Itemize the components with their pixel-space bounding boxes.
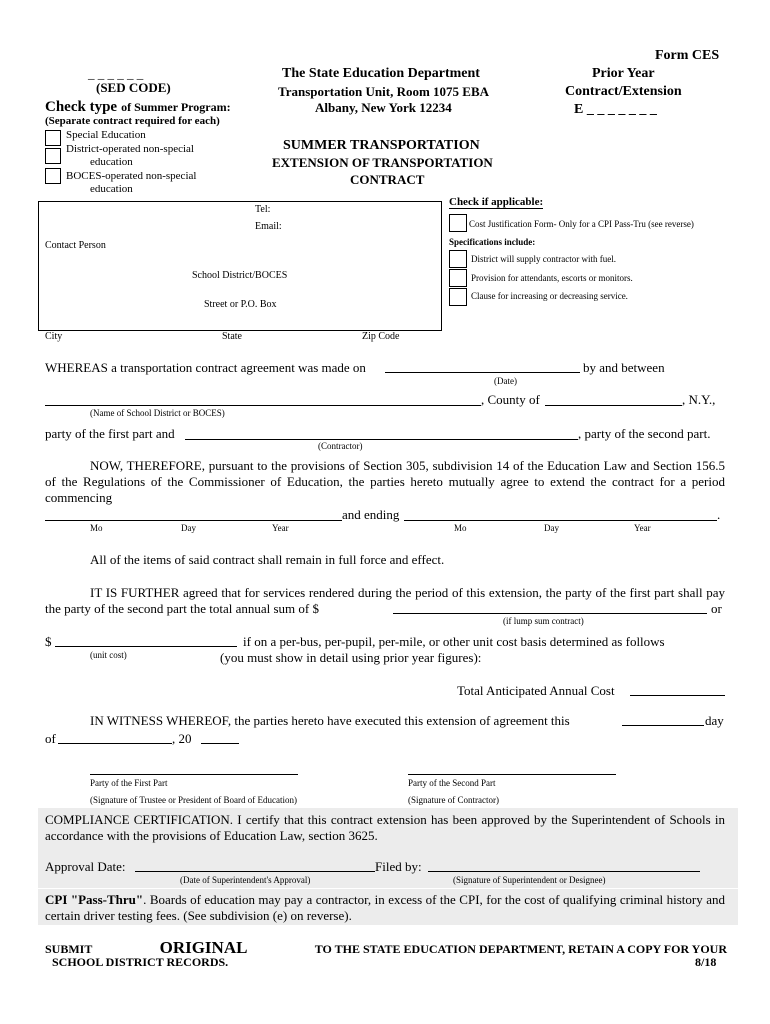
witness-day-field[interactable] [622,725,704,726]
witness-text: IN WITNESS WHEREOF, the parties hereto have executed this extension of agreement this [90,713,570,728]
all-items-text: All of the items of said contract shall remain in full force and effect. [90,552,445,567]
cpi-text: . Boards of education may pay a contractor, in excess of the CPI, for the cost of qualifying criminal history and certain driver testing fees. (See subdivision (e) on reverse). [45,892,725,923]
title-line-3: CONTRACT [350,172,425,187]
boces-operated-label: BOCES-operated non-special [66,170,197,182]
submit-rest: TO THE STATE EDUCATION DEPARTMENT, RETAIN A COPY FOR YOUR [314,942,727,956]
compliance-text: COMPLIANCE CERTIFICATION. I certify that this contract extension has been approved by the Superintendent of Schools in accordance with the provisions of Education Law, section 3625. [45,812,725,843]
superintendent-signature-caption: (Signature of Superintendent or Designee) [453,875,606,885]
original-word: ORIGINAL [159,938,248,957]
email-label: Email: [255,221,282,232]
contract-extension: Contract/Extension [565,84,682,99]
records-line: SCHOOL DISTRICT RECORDS. [52,955,229,969]
street-label: Street or P.O. Box [204,299,277,310]
per-bus-text: if on a per-bus, per-pupil, per-mile, or other unit cost basis determined as follows [243,634,665,649]
approval-date-field[interactable] [135,871,375,872]
district-operated-label: District-operated non-special [66,143,194,155]
contact-person-label: Contact Person [45,240,106,251]
and-ending-label: and ending [342,507,400,522]
dollar-sign: $ [45,634,52,649]
witness-year-field[interactable] [201,743,239,744]
party-second-caption: Party of the Second Part [408,778,496,788]
end-day: Day [544,523,559,533]
city-label: City [45,331,63,342]
check-type-suffix: of Summer Program: [121,100,231,114]
ny-label: , N.Y., [682,392,716,407]
zip-label: Zip Code [362,331,400,342]
of-label: of [45,731,56,746]
agreement-date-field[interactable] [385,372,580,373]
fuel-checkbox[interactable] [449,250,467,268]
unit-cost-field[interactable] [55,646,237,647]
dept-name: The State Education Department [282,66,480,81]
date-caption: (Date) [494,376,517,386]
cpi-label: CPI "Pass-Thru" [45,892,144,907]
special-education-checkbox[interactable] [45,130,61,146]
annual-sum-field[interactable] [393,613,707,614]
total-cost-field[interactable] [630,695,725,696]
applicable-heading: Check if applicable: [449,196,544,208]
cost-justification-checkbox[interactable] [449,214,467,232]
district-operated-label-2: education [90,156,133,168]
dept-city: Albany, New York 12234 [315,100,452,115]
form-id: Form CES [655,48,720,63]
prior-year: Prior Year [592,66,655,81]
party-first-caption: Party of the First Part [90,778,168,788]
service-clause-label: Clause for increasing or decreasing service. [471,291,628,301]
now-therefore-paragraph: NOW, THEREFORE, pursuant to the provisions of Section 305, subdivision 14 of the Education Law and Section 156.5 of the Regulations of the Commissioner of Education, the parties hereto mutually agree to extend the contract for a period commencing [45,458,725,505]
start-year: Year [272,523,289,533]
contractor-caption: (Contractor) [318,441,363,451]
contractor-field[interactable] [185,439,578,440]
attendants-checkbox[interactable] [449,269,467,287]
tel-label: Tel: [255,204,271,215]
check-type-heading [45,98,231,116]
district-name-caption: (Name of School District or BOCES) [90,408,225,418]
state-label: State [222,331,242,342]
separate-note: (Separate contract required for each) [45,115,220,127]
boces-operated-label-2: education [90,183,133,195]
form-version: 8/18 [695,955,717,969]
title-line-1: SUMMER TRANSPORTATION [283,138,480,153]
submit-word: SUBMIT [45,942,93,956]
start-mo: Mo [90,523,103,533]
county-of-label: , County of [481,392,540,407]
further-text: IT IS FURTHER agreed that for services rendered during the period of this extension, the party of the first part shall pay the party of the second part the total annual sum of $ [45,585,725,616]
unit-cost-caption: (unit cost) [90,650,127,660]
school-district-label: School District/BOCES [192,270,288,281]
district-name-field[interactable] [45,405,481,406]
sed-code-label: (SED CODE) [96,80,171,95]
boces-operated-checkbox[interactable] [45,168,61,184]
contact-box [38,201,442,331]
whereas-text: WHEREAS a transportation contract agreement was made on [45,360,366,375]
year-prefix: , 20 [172,731,192,746]
trustee-signature-caption: (Signature of Trustee or President of Board of Education) [90,795,297,805]
title-line-2: EXTENSION OF TRANSPORTATION [272,155,493,170]
ending-period: . [717,507,721,522]
dept-unit: Transportation Unit, Room 1075 EBA [278,84,490,99]
service-clause-checkbox[interactable] [449,288,467,306]
approval-date-caption: (Date of Superintendent's Approval) [180,875,311,885]
commencing-date-field[interactable] [45,520,342,521]
fuel-label: District will supply contractor with fuel. [471,254,616,264]
lump-sum-caption: (if lump sum contract) [503,616,584,626]
attendants-label: Provision for attendants, escorts or monitors. [471,273,633,283]
day-label: day [705,713,724,728]
must-show-text: (you must show in detail using prior year figures): [220,650,482,665]
or-label: or [711,601,722,616]
county-field[interactable] [545,405,682,406]
specifications-heading: Specifications include: [449,237,536,247]
second-party-signature-line[interactable] [408,774,616,775]
e-code: E _ _ _ _ _ _ _ [574,102,657,117]
party-first-text: party of the first part and [45,426,175,441]
filed-by-label: Filed by: [375,859,422,874]
filed-by-field[interactable] [428,871,700,872]
party-second-text: , party of the second part. [578,426,711,441]
contractor-signature-caption: (Signature of Contractor) [408,795,499,805]
district-operated-checkbox[interactable] [45,148,61,164]
total-cost-label: Total Anticipated Annual Cost [457,683,615,698]
start-day: Day [181,523,196,533]
special-education-label: Special Education [66,129,146,141]
sed-code-blanks: _ _ _ _ _ _ [88,66,144,81]
by-and-between: by and between [583,360,665,375]
cost-justification-label: Cost Justification Form- Only for a CPI Pass-Tru (see reverse) [469,219,694,229]
approval-date-label: Approval Date: [45,859,126,874]
ending-date-field[interactable] [404,520,717,521]
witness-month-field[interactable] [58,743,172,744]
end-mo: Mo [454,523,467,533]
first-party-signature-line[interactable] [90,774,298,775]
check-type-prefix: Check type [45,99,118,115]
end-year: Year [634,523,651,533]
cpi-paragraph [45,892,725,924]
